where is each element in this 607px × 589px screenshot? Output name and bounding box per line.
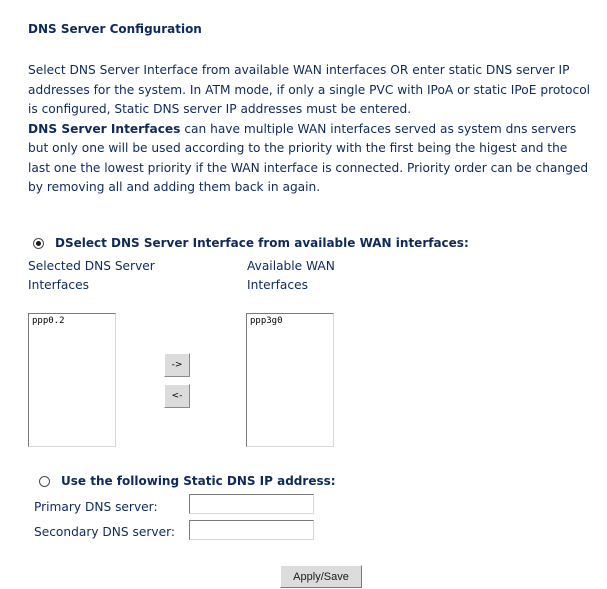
secondary-dns-label: Secondary DNS server: [34,525,176,539]
static-option-radio[interactable] [39,476,50,487]
available-interfaces-listbox[interactable] [246,313,334,447]
page-title: DNS Server Configuration [28,22,202,36]
interface-option-row [33,236,469,250]
static-option-row [39,474,336,488]
selected-interfaces-listbox[interactable] [28,313,116,447]
description-paragraph-2: can have multiple WAN interfaces served as system dns servers but only one will be used according to the priority with the first being the higest and the last one the lowest priority if the WAN interface is connected. Priority order can be changed by removing all and adding them back in again. [28,121,589,194]
list-item[interactable]: ppp0.2 [32,316,65,326]
primary-dns-label: Primary DNS server: [34,500,158,514]
available-interfaces-label-line1: Available WAN [247,259,335,273]
add-interface-button[interactable]: -> [164,353,190,377]
interface-option-label: DSelect DNS Server Interface from available WAN interfaces: [55,236,469,250]
description-paragraph-1: Select DNS Server Interface from available WAN interfaces OR enter static DNS server IP addresses for the system. In ATM mode, if only a single PVC with IPoA or static IPoE protocol is configured, Static DNS server IP addresses must be entered. [28,63,591,116]
selected-interfaces-label-line2: Interfaces [28,278,89,292]
apply-save-button[interactable]: Apply/Save [280,565,362,588]
available-interfaces-label-line2: Interfaces [247,278,308,292]
list-item[interactable]: ppp3g0 [250,316,283,326]
secondary-dns-input[interactable] [189,520,314,540]
interface-option-radio[interactable] [33,238,44,249]
available-interfaces-label [247,257,367,295]
selected-interfaces-label-line1: Selected DNS Server [28,259,155,273]
primary-dns-input[interactable] [189,494,314,514]
description [28,61,593,198]
static-option-label: Use the following Static DNS IP address: [61,474,336,488]
selected-interfaces-label [28,257,178,295]
description-bold-term: DNS Server Interfaces [28,121,181,136]
remove-interface-button[interactable]: <- [164,384,190,408]
